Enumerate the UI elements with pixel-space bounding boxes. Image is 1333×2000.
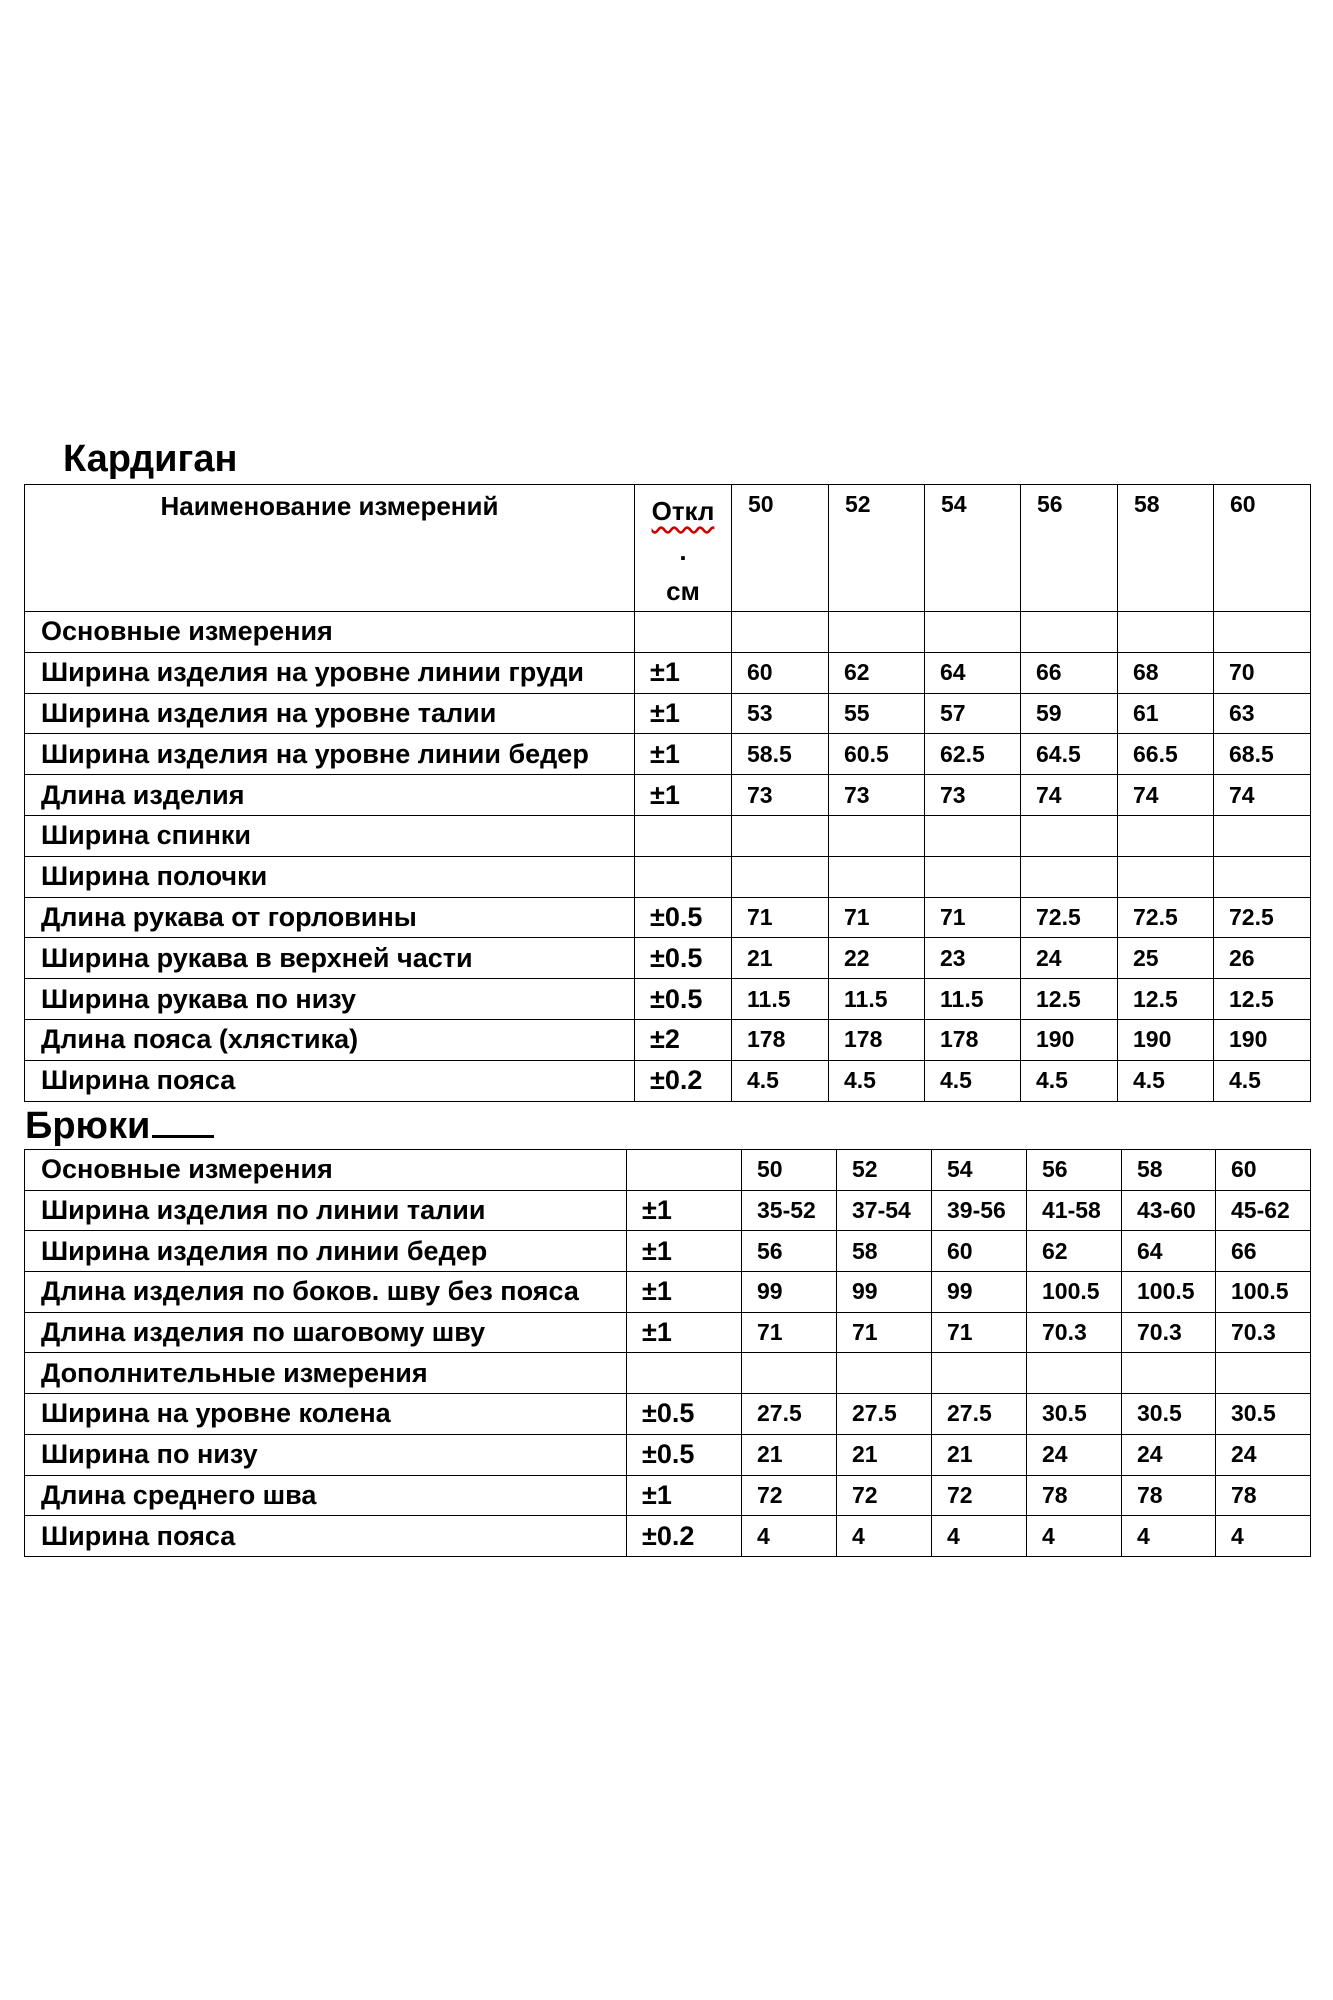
size-value-cell: 178 [732, 1019, 829, 1060]
size-value-cell: 71 [732, 897, 829, 938]
tolerance-cell: ±0.5 [635, 979, 732, 1020]
size-value-cell: 4.5 [829, 1060, 925, 1101]
tolerance-cell [627, 1353, 742, 1394]
size-value-cell [925, 815, 1021, 856]
size-value-cell: 58 [837, 1231, 932, 1272]
size-value-cell: 64.5 [1021, 734, 1118, 775]
size-value-cell: 12.5 [1021, 979, 1118, 1020]
table-row [25, 1019, 1311, 1060]
size-value-cell [829, 612, 925, 653]
size-value-cell: 27.5 [932, 1394, 1027, 1435]
tolerance-cell: ±0.5 [635, 897, 732, 938]
size-value-cell: 72 [742, 1475, 837, 1516]
size-value-cell: 66 [1216, 1231, 1311, 1272]
measurement-name: Ширина пояса [25, 1516, 627, 1557]
size-value-cell: 66 [1021, 652, 1118, 693]
size-value-cell: 21 [732, 938, 829, 979]
size-value-cell [742, 1353, 837, 1394]
size-value-cell: 72 [932, 1475, 1027, 1516]
table-row [25, 1231, 1311, 1272]
measurement-name: Ширина изделия на уровне талии [25, 693, 635, 734]
cardigan-header-size: 52 [829, 485, 925, 612]
size-value-cell: 22 [829, 938, 925, 979]
size-value-cell: 60 [732, 652, 829, 693]
tolerance-cell: ±2 [635, 1019, 732, 1060]
size-value-cell: 50 [742, 1150, 837, 1191]
measurement-name: Ширина рукава в верхней части [25, 938, 635, 979]
size-value-cell: 71 [932, 1312, 1027, 1353]
size-value-cell: 71 [837, 1312, 932, 1353]
size-value-cell: 72.5 [1118, 897, 1214, 938]
size-value-cell: 57 [925, 693, 1021, 734]
size-value-cell: 24 [1122, 1434, 1216, 1475]
size-value-cell: 41-58 [1027, 1190, 1122, 1231]
size-value-cell: 70.3 [1027, 1312, 1122, 1353]
table-row [25, 1394, 1311, 1435]
size-value-cell [1021, 612, 1118, 653]
size-value-cell: 58.5 [732, 734, 829, 775]
table-row [25, 734, 1311, 775]
cardigan-table-body [25, 612, 1311, 1102]
size-value-cell: 178 [829, 1019, 925, 1060]
size-value-cell: 62 [1027, 1231, 1122, 1272]
tolerance-cell [635, 612, 732, 653]
table-row [25, 815, 1311, 856]
size-value-cell: 72.5 [1214, 897, 1311, 938]
size-value-cell: 61 [1118, 693, 1214, 734]
measurement-name: Ширина по низу [25, 1434, 627, 1475]
measurement-name: Ширина пояса [25, 1060, 635, 1101]
measurement-name: Длина изделия [25, 775, 635, 816]
size-value-cell: 68.5 [1214, 734, 1311, 775]
table-row [25, 979, 1311, 1020]
tolerance-cell: ±1 [627, 1272, 742, 1313]
size-value-cell: 24 [1021, 938, 1118, 979]
size-value-cell [1118, 815, 1214, 856]
measurement-name: Ширина рукава по низу [25, 979, 635, 1020]
table-row [25, 1434, 1311, 1475]
table-row [25, 1060, 1311, 1101]
measurement-name: Длина пояса (хлястика) [25, 1019, 635, 1060]
cardigan-title-text: Кардиган [63, 438, 238, 480]
size-value-cell: 12.5 [1214, 979, 1311, 1020]
pants-size-table [24, 1149, 1311, 1557]
tolerance-cell: ±1 [635, 775, 732, 816]
size-value-cell: 30.5 [1216, 1394, 1311, 1435]
measurement-name: Длина изделия по боков. шву без пояса [25, 1272, 627, 1313]
size-value-cell: 72.5 [1021, 897, 1118, 938]
size-value-cell: 27.5 [837, 1394, 932, 1435]
size-value-cell: 70.3 [1122, 1312, 1216, 1353]
pants-title-text: Брюки [25, 1105, 151, 1147]
tolerance-cell: ±0.5 [627, 1394, 742, 1435]
tolerance-cell: ±1 [627, 1475, 742, 1516]
size-value-cell: 4.5 [1214, 1060, 1311, 1101]
size-value-cell: 39-56 [932, 1190, 1027, 1231]
cardigan-header-size: 58 [1118, 485, 1214, 612]
table-row [25, 612, 1311, 653]
size-value-cell [1214, 612, 1311, 653]
measurement-name: Основные измерения [25, 612, 635, 653]
size-value-cell: 73 [732, 775, 829, 816]
size-value-cell [1027, 1353, 1122, 1394]
size-value-cell: 30.5 [1122, 1394, 1216, 1435]
size-value-cell: 78 [1122, 1475, 1216, 1516]
size-value-cell [925, 856, 1021, 897]
tolerance-cell [635, 856, 732, 897]
size-value-cell: 100.5 [1122, 1272, 1216, 1313]
size-value-cell [1118, 856, 1214, 897]
tolerance-line-3: см [666, 576, 700, 606]
cardigan-size-table [24, 484, 1311, 1102]
table-row [25, 1150, 1311, 1191]
tolerance-cell: ±0.2 [627, 1516, 742, 1557]
measurement-name: Ширина изделия по линии талии [25, 1190, 627, 1231]
size-value-cell [829, 856, 925, 897]
size-value-cell: 71 [742, 1312, 837, 1353]
size-value-cell: 4 [932, 1516, 1027, 1557]
tolerance-cell: ±1 [635, 652, 732, 693]
size-value-cell: 71 [829, 897, 925, 938]
size-value-cell: 71 [925, 897, 1021, 938]
measurement-name: Длина среднего шва [25, 1475, 627, 1516]
size-value-cell: 78 [1027, 1475, 1122, 1516]
size-value-cell: 190 [1118, 1019, 1214, 1060]
tolerance-cell [627, 1150, 742, 1191]
size-value-cell: 4 [1216, 1516, 1311, 1557]
size-value-cell: 4 [742, 1516, 837, 1557]
measurement-name: Основные измерения [25, 1150, 627, 1191]
table-row [25, 775, 1311, 816]
size-value-cell [1021, 856, 1118, 897]
size-value-cell: 99 [932, 1272, 1027, 1313]
measurement-name: Ширина изделия по линии бедер [25, 1231, 627, 1272]
size-value-cell: 27.5 [742, 1394, 837, 1435]
tolerance-cell [635, 815, 732, 856]
size-value-cell: 99 [742, 1272, 837, 1313]
pants-title [25, 1107, 214, 1145]
pants-table-body [25, 1150, 1311, 1557]
tolerance-cell: ±0.5 [635, 938, 732, 979]
measurement-name: Длина изделия по шаговому шву [25, 1312, 627, 1353]
size-value-cell [932, 1353, 1027, 1394]
tolerance-cell: ±1 [627, 1231, 742, 1272]
size-value-cell: 21 [932, 1434, 1027, 1475]
table-row [25, 1475, 1311, 1516]
size-value-cell: 60 [932, 1231, 1027, 1272]
table-row [25, 1516, 1311, 1557]
tolerance-line-2: . [679, 536, 687, 566]
table-row [25, 1272, 1311, 1313]
size-value-cell [1214, 856, 1311, 897]
size-value-cell: 66.5 [1118, 734, 1214, 775]
size-value-cell: 11.5 [925, 979, 1021, 1020]
size-value-cell: 56 [742, 1231, 837, 1272]
size-value-cell: 74 [1214, 775, 1311, 816]
size-value-cell: 11.5 [732, 979, 829, 1020]
size-value-cell [1216, 1353, 1311, 1394]
table-row [25, 1190, 1311, 1231]
size-value-cell: 60.5 [829, 734, 925, 775]
size-value-cell: 74 [1021, 775, 1118, 816]
size-value-cell: 53 [732, 693, 829, 734]
size-value-cell: 60 [1216, 1150, 1311, 1191]
size-value-cell [925, 612, 1021, 653]
size-value-cell [1021, 815, 1118, 856]
table-row [25, 938, 1311, 979]
tolerance-cell: ±1 [627, 1312, 742, 1353]
measurement-name: Дополнительные измерения [25, 1353, 627, 1394]
size-value-cell: 21 [742, 1434, 837, 1475]
cardigan-title [63, 440, 237, 478]
size-value-cell: 62.5 [925, 734, 1021, 775]
size-value-cell: 24 [1027, 1434, 1122, 1475]
table-row [25, 1312, 1311, 1353]
table-row [25, 856, 1311, 897]
cardigan-header-size: 54 [925, 485, 1021, 612]
size-value-cell: 190 [1214, 1019, 1311, 1060]
size-value-cell: 4 [837, 1516, 932, 1557]
cardigan-header-row [25, 485, 1311, 612]
size-value-cell: 11.5 [829, 979, 925, 1020]
size-value-cell [1118, 612, 1214, 653]
size-value-cell: 70 [1214, 652, 1311, 693]
size-value-cell: 64 [1122, 1231, 1216, 1272]
size-value-cell: 190 [1021, 1019, 1118, 1060]
size-value-cell: 12.5 [1118, 979, 1214, 1020]
size-value-cell: 52 [837, 1150, 932, 1191]
size-value-cell: 4.5 [1118, 1060, 1214, 1101]
size-value-cell: 4 [1122, 1516, 1216, 1557]
measurement-name: Ширина изделия на уровне линии бедер [25, 734, 635, 775]
size-value-cell: 178 [925, 1019, 1021, 1060]
size-value-cell: 26 [1214, 938, 1311, 979]
size-value-cell: 54 [932, 1150, 1027, 1191]
size-value-cell: 59 [1021, 693, 1118, 734]
size-value-cell: 35-52 [742, 1190, 837, 1231]
size-value-cell: 78 [1216, 1475, 1311, 1516]
size-value-cell [1214, 815, 1311, 856]
tolerance-cell: ±1 [635, 734, 732, 775]
size-value-cell [829, 815, 925, 856]
table-row [25, 1353, 1311, 1394]
measurement-name: Длина рукава от горловины [25, 897, 635, 938]
cardigan-header-name: Наименование измерений [25, 485, 635, 612]
size-value-cell [732, 815, 829, 856]
size-value-cell: 63 [1214, 693, 1311, 734]
size-value-cell [1122, 1353, 1216, 1394]
size-value-cell: 73 [925, 775, 1021, 816]
table-row [25, 693, 1311, 734]
table-row [25, 652, 1311, 693]
size-value-cell: 70.3 [1216, 1312, 1311, 1353]
size-value-cell: 55 [829, 693, 925, 734]
size-value-cell: 100.5 [1216, 1272, 1311, 1313]
size-value-cell: 99 [837, 1272, 932, 1313]
size-value-cell: 58 [1122, 1150, 1216, 1191]
size-value-cell: 100.5 [1027, 1272, 1122, 1313]
size-value-cell [732, 856, 829, 897]
measurement-name: Ширина спинки [25, 815, 635, 856]
size-value-cell: 21 [837, 1434, 932, 1475]
size-value-cell: 23 [925, 938, 1021, 979]
size-value-cell: 4 [1027, 1516, 1122, 1557]
size-value-cell: 56 [1027, 1150, 1122, 1191]
size-value-cell: 68 [1118, 652, 1214, 693]
measurement-name: Ширина полочки [25, 856, 635, 897]
cardigan-header-size: 56 [1021, 485, 1118, 612]
size-value-cell [732, 612, 829, 653]
size-value-cell [837, 1353, 932, 1394]
size-value-cell: 73 [829, 775, 925, 816]
cardigan-header-size: 60 [1214, 485, 1311, 612]
size-value-cell: 37-54 [837, 1190, 932, 1231]
size-value-cell: 4.5 [1021, 1060, 1118, 1101]
tolerance-cell: ±1 [635, 693, 732, 734]
size-value-cell: 30.5 [1027, 1394, 1122, 1435]
size-value-cell: 25 [1118, 938, 1214, 979]
size-value-cell: 24 [1216, 1434, 1311, 1475]
size-value-cell: 4.5 [732, 1060, 829, 1101]
title-underline [152, 1135, 214, 1138]
size-value-cell: 74 [1118, 775, 1214, 816]
tolerance-cell: ±1 [627, 1190, 742, 1231]
tolerance-cell: ±0.5 [627, 1434, 742, 1475]
size-value-cell: 45-62 [1216, 1190, 1311, 1231]
size-value-cell: 62 [829, 652, 925, 693]
size-value-cell: 43-60 [1122, 1190, 1216, 1231]
size-value-cell: 4.5 [925, 1060, 1021, 1101]
size-value-cell: 64 [925, 652, 1021, 693]
cardigan-header-tolerance [635, 485, 732, 612]
tolerance-cell: ±0.2 [635, 1060, 732, 1101]
tolerance-line-1: Откл [651, 496, 715, 526]
table-row [25, 897, 1311, 938]
cardigan-header-size: 50 [732, 485, 829, 612]
size-value-cell: 72 [837, 1475, 932, 1516]
measurement-name: Ширина изделия на уровне линии груди [25, 652, 635, 693]
measurement-name: Ширина на уровне колена [25, 1394, 627, 1435]
